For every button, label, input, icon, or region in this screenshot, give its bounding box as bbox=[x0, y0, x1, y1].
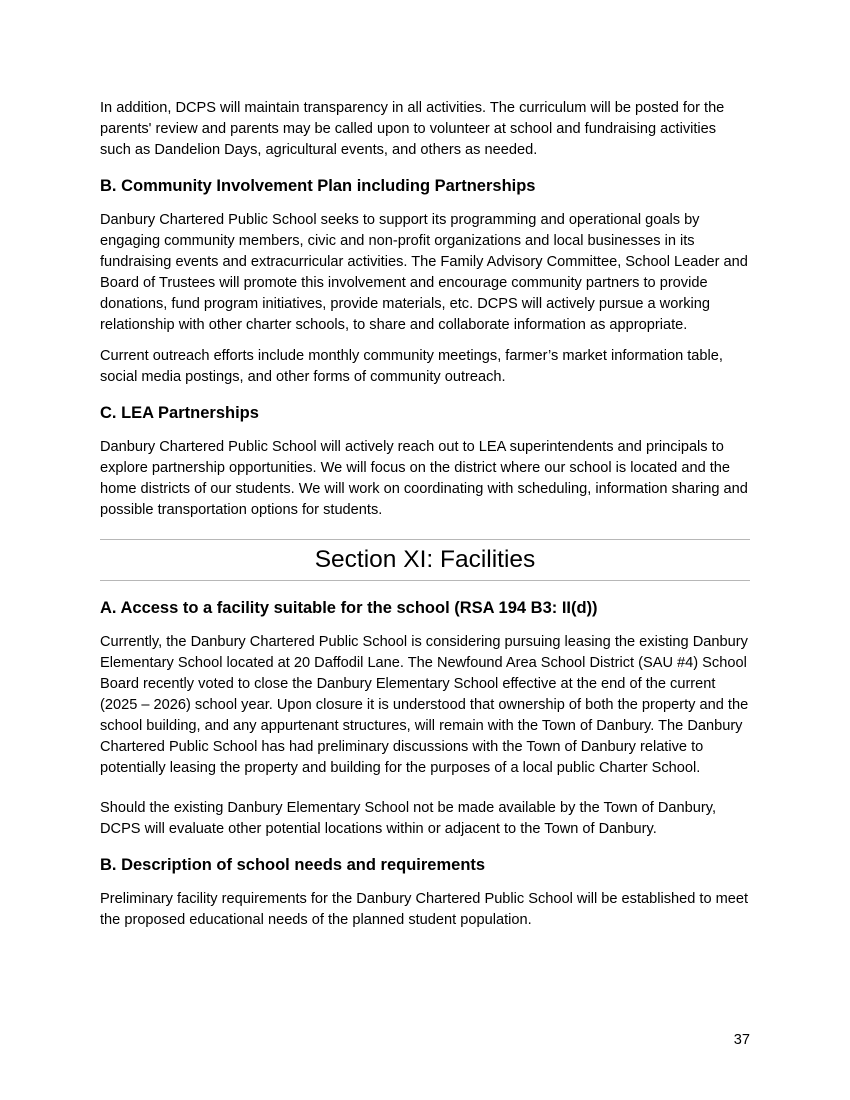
section-bottom-rule bbox=[100, 580, 750, 581]
facility-access-heading: A. Access to a facility suitable for the school (RSA 194 B3: II(d)) bbox=[100, 599, 598, 617]
community-paragraph-2: Current outreach efforts include monthly community meetings, farmer’s market information table, social media postings, and other forms of community outreach. bbox=[100, 348, 723, 385]
intro-paragraph: In addition, DCPS will maintain transparency in all activities. The curriculum will be posted for the parents' review and parents may be called upon to volunteer at school and fundraising activities such as Dandelion Days, agricultural events, and others as needed. bbox=[100, 100, 725, 158]
lea-partnerships-heading: C. LEA Partnerships bbox=[100, 404, 259, 422]
school-needs-heading: B. Description of school needs and requirements bbox=[100, 856, 486, 874]
section-title: Section XI: Facilities bbox=[314, 546, 536, 573]
community-paragraph-1: Danbury Chartered Public School seeks to support its programming and operational goals by engaging community members, civic and non-profit organizations and local businesses in its fundraising events and extracurricular activities. The Family Advisory Committee, School Leader and Board of Trustees will promote this involvement and encourage community partners to provide donations, fund program initiatives, provide materials, etc. DCPS will actively pursue a working relationship with other charter schools, to share and collaborate information as appropriate. bbox=[100, 212, 748, 333]
facility-access-paragraph-1: Currently, the Danbury Chartered Public School is considering pursuing leasing the existing Danbury Elementary School located at 20 Daffodil Lane. The Newfound Area School District (SAU #4) School Board recently voted to close the Danbury Elementary School effective at the end of the current (2025 – 2026) school year. Upon closure it is understood that ownership of both the property and the school building, and any appurtenant structures, will remain with the Town of Danbury. The Danbury Chartered Public School has had preliminary discussions with the Town of Danbury relative to potentially leasing the property and building for the purposes of a local public Charter School. bbox=[100, 634, 749, 776]
community-involvement-heading: B. Community Involvement Plan including Partnerships bbox=[100, 177, 536, 195]
paragraph-spacer bbox=[100, 779, 750, 798]
page-number: 37 bbox=[733, 1032, 750, 1048]
lea-paragraph: Danbury Chartered Public School will actively reach out to LEA superintendents and principals to explore partnership opportunities. We will focus on the district where our school is located and the home districts of our students. We will work on coordinating with scheduling, information sharing and possible transportation options for students. bbox=[100, 439, 748, 518]
facility-access-paragraph-2: Should the existing Danbury Elementary School not be made available by the Town of Danbury, DCPS will evaluate other potential locations within or adjacent to the Town of Danbury. bbox=[100, 800, 717, 837]
school-needs-paragraph: Preliminary facility requirements for the Danbury Chartered Public School will be established to meet the proposed educational needs of the planned student population. bbox=[100, 891, 749, 928]
document-page bbox=[100, 98, 750, 941]
